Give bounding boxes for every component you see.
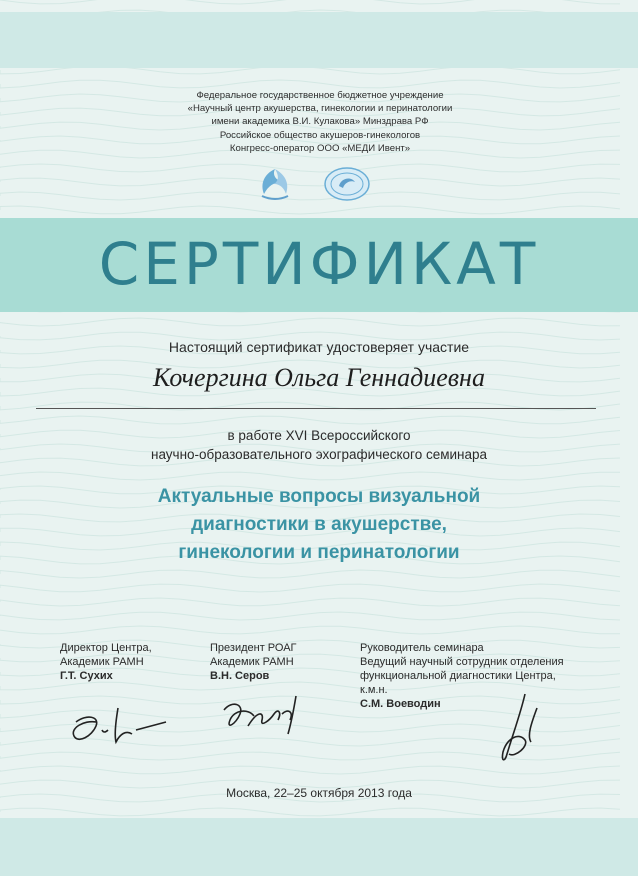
signatory-position: Руководитель семинара <box>360 642 484 654</box>
topic-line: Актуальные вопросы визуальной <box>157 486 481 507</box>
certificate-title: СЕРТИФИКАТ <box>98 230 540 298</box>
signatory-position: Директор Центра, <box>60 642 152 654</box>
signatory-name: Г.Т. Сухих <box>60 670 113 682</box>
place-and-date: Москва, 22–25 октября 2013 года <box>226 786 412 800</box>
top-band <box>0 12 638 68</box>
event-line-2: научно-образовательного эхографического семинара <box>150 447 488 462</box>
organizers-block <box>90 89 550 155</box>
signatory-position: Академик РАМН <box>210 656 294 668</box>
signatory-director <box>60 641 152 683</box>
signatory-position: Президент РОАГ <box>210 642 297 654</box>
signatory-president <box>210 641 297 683</box>
center-logo-icon <box>254 166 296 202</box>
signature-seminar-head <box>485 688 565 768</box>
organizer-line: Российское общество акушеров-гинекологов <box>219 129 421 141</box>
certifies-text: Настоящий сертификат удостоверяет участие <box>168 339 470 355</box>
seminar-topic <box>60 483 578 567</box>
society-logo-icon <box>323 166 371 202</box>
topic-line: гинекологии и перинатологии <box>178 542 460 563</box>
signatory-position: Академик РАМН <box>60 656 144 668</box>
signatory-position: функциональной диагностики Центра, <box>360 670 556 682</box>
participant-name: Кочергина Ольга Геннадиевна <box>153 363 485 392</box>
bottom-band <box>0 818 638 876</box>
signatory-position: Ведущий научный сотрудник отделения <box>360 656 564 668</box>
signatory-name: С.М. Воеводин <box>360 698 441 710</box>
topic-line: диагностики в акушерстве, <box>191 514 447 535</box>
organizer-line: Федеральное государственное бюджетное учреждение <box>196 90 444 101</box>
signature-president <box>218 690 318 740</box>
organizer-line: имени академика В.И. Кулакова» Минздрава РФ <box>211 116 429 128</box>
name-underline <box>36 408 596 409</box>
signatory-name: В.Н. Серов <box>210 670 270 682</box>
event-line-1: в работе XVI Всероссийского <box>227 428 411 443</box>
signatory-position: к.м.н. <box>360 684 388 696</box>
organizer-line: «Научный центр акушерства, гинекологии и перинатологии <box>187 103 453 115</box>
organizer-line: Конгресс-оператор ООО «МЕДИ Ивент» <box>229 142 411 154</box>
signature-director <box>66 700 176 750</box>
